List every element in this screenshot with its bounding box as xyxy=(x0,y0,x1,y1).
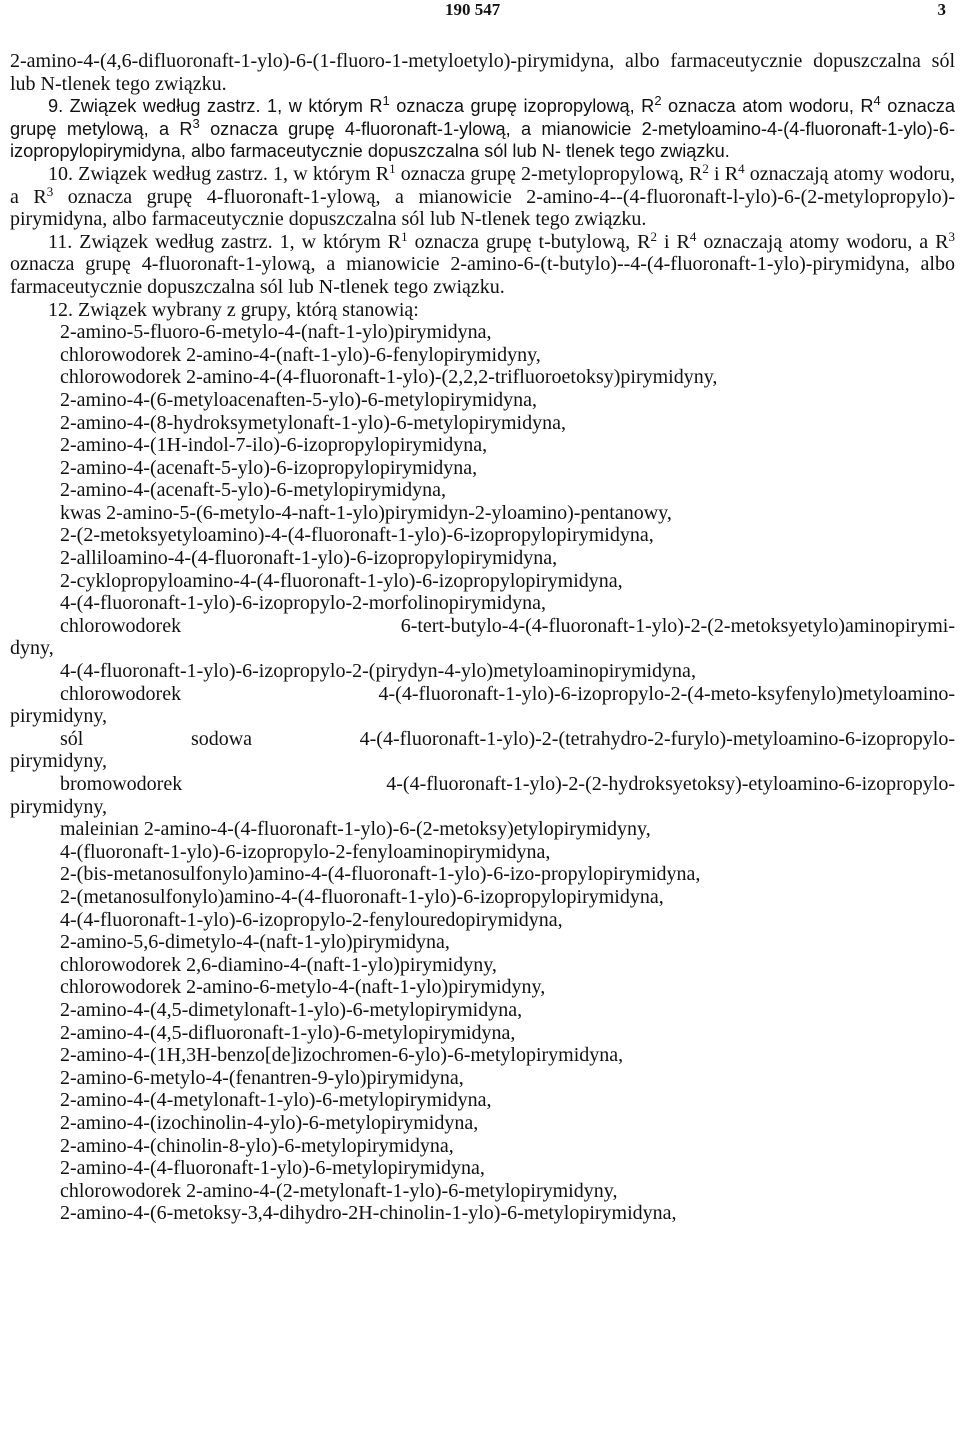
compound-line: dyny, xyxy=(10,637,54,660)
claim-10-text: 10. Związek według zastrz. 1, w którym R xyxy=(48,162,390,185)
document-body xyxy=(10,50,955,1225)
superscript: 4 xyxy=(738,160,745,176)
patent-number: 190 547 xyxy=(445,0,501,19)
claim-11 xyxy=(10,228,955,299)
superscript: 1 xyxy=(389,160,396,176)
superscript: 2 xyxy=(650,228,658,244)
compound-item: 2-amino-4-(izochinolin-4-ylo)-6-metylopirymidyna, xyxy=(60,1111,479,1134)
compound-item: 2-amino-6-metylo-4-(fenantren-9-ylo)pirymidyna, xyxy=(60,1066,464,1089)
claim-12-intro: 12. Związek wybrany z grupy, którą stanowią: xyxy=(48,298,419,321)
superscript: 1 xyxy=(382,93,390,109)
compound-line: chlorowodorek 6-tert-butylo-4-(4-fluoronaft-1-ylo)-2-(2-metoksyetylo)aminopirymi- xyxy=(60,614,955,637)
compound-item: chlorowodorek 2-amino-6-metylo-4-(naft-1-ylo)pirymidyny, xyxy=(60,976,546,999)
compound-item xyxy=(10,615,955,660)
compound-item: 2-amino-4-(1H,3H-benzo[de]izochromen-6-ylo)-6-metylopirymidyna, xyxy=(60,1044,624,1067)
compound-line: bromowodorek 4-(4-fluoronaft-1-ylo)-2-(2-hydroksyetoksy)-etyloamino-6-izopropylo- xyxy=(60,773,955,795)
paragraph-continuation: 2-amino-4-(4,6-difluoronaft-1-ylo)-6-(1-fluoro-1-metyloetylo)-pirymidyna, albo farmaceutycznie dopuszczalna sól lub N-tlenek tego związku. xyxy=(10,50,955,95)
claim-9 xyxy=(10,95,955,163)
compound-item: chlorowodorek 2-amino-4-(4-fluoronaft-1-ylo)-(2,2,2-trifluoroetoksy)pirymidyny, xyxy=(60,366,718,389)
claim-10-text: oznacza grupę 4-fluoronaft-1-ylową, a mianowicie 2-amino-4--(4-fluoronaft-l-ylo)-6-(2-metylopropylo)-pirymidyna, albo farmaceutycznie dopuszczalna sól lub N-tlenek tego związku. xyxy=(10,185,955,231)
superscript: 4 xyxy=(689,228,697,244)
compound-line: pirymidyny, xyxy=(10,705,108,728)
compound-item: 4-(4-fluoronaft-1-ylo)-6-izopropylo-2-fenylouredopirymidyna, xyxy=(60,908,563,931)
compound-item: 2-amino-4-(6-metoksy-3,4-dihydro-2H-chinolin-1-ylo)-6-metylopirymidyna, xyxy=(60,1202,677,1225)
compound-item: 2-amino-4-(4,5-difluoronaft-1-ylo)-6-metylopirymidyna, xyxy=(60,1021,516,1044)
compound-item: 4-(4-fluoronaft-1-ylo)-6-izopropylo-2-(pirydyn-4-ylo)metyloaminopirymidyna, xyxy=(60,660,696,683)
compound-item: 2-amino-4-(acenaft-5-ylo)-6-izopropylopirymidyna, xyxy=(60,456,478,479)
claim-9-text: oznacza atom wodoru, R xyxy=(661,96,874,117)
claim-9-text: oznacza grupę metylową, a R xyxy=(10,96,955,139)
compound-item: 2-alliloamino-4-(4-fluoronaft-1-ylo)-6-izopropylopirymidyna, xyxy=(60,547,558,570)
compound-item: maleinian 2-amino-4-(4-fluoronaft-1-ylo)-6-(2-metoksy)etylopirymidyny, xyxy=(60,818,651,841)
compound-item: 2-(bis-metanosulfonylo)amino-4-(4-fluoronaft-1-ylo)-6-izo-propylopirymidyna, xyxy=(60,863,701,886)
page-number: 3 xyxy=(937,0,946,19)
compound-item: chlorowodorek 2-amino-4-(2-metylonaft-1-ylo)-6-metylopirymidyny, xyxy=(60,1179,618,1202)
claim-11-text: i R xyxy=(657,230,690,253)
superscript: 4 xyxy=(873,93,881,109)
compound-item: chlorowodorek 2-amino-4-(naft-1-ylo)-6-fenylopirymidyny, xyxy=(60,343,541,366)
claim-11-text: oznaczają atomy wodoru, a R xyxy=(696,230,949,253)
compound-line: chlorowodorek 4-(4-fluoronaft-1-ylo)-6-izopropylo-2-(4-meto-ksyfenylo)metyloamino- xyxy=(60,682,955,705)
compound-item: 2-(2-metoksyetyloamino)-4-(4-fluoronaft-1-ylo)-6-izopropylopirymidyna, xyxy=(60,524,654,547)
compound-item xyxy=(10,683,955,728)
compound-item: 2-amino-5-fluoro-6-metylo-4-(naft-1-ylo)pirymidyna, xyxy=(60,321,492,344)
compound-line: pirymidyny, xyxy=(10,750,108,773)
claim-9-text: oznacza grupę izopropylową, R xyxy=(389,96,655,117)
claim-9-text: 9. Związek według zastrz. 1, w którym R xyxy=(48,96,383,117)
compound-item: 2-amino-4-(8-hydroksymetylonaft-1-ylo)-6-metylopirymidyna, xyxy=(60,411,566,434)
claim-9-text: oznacza grupę 4-fluoronaft-1-ylową, a mianowicie 2-metyloamino-4-(4-fluoronaft-1-ylo)-6-izopropylopirymidyna, albo farmaceutycznie dopuszczalna sól lub N- tlenek tego związku. xyxy=(10,118,955,162)
superscript: 2 xyxy=(654,93,662,109)
compound-item: 2-amino-4-(4,5-dimetylonaft-1-ylo)-6-metylopirymidyna, xyxy=(60,998,523,1021)
claim-11-text: oznacza grupę 4-fluoronaft-1-ylową, a mianowicie 2-amino-6-(t-butylo)--4-(4-fluoronaft-1-ylo)-pirymidyna, albo farmaceutycznie dopuszczalna sól lub N-tlenek tego związku. xyxy=(10,253,955,298)
claim-10-text: oznaczają atomy wodoru, a R xyxy=(10,162,955,208)
claim-11-text: 11. Związek według zastrz. 1, w którym R xyxy=(48,230,402,253)
superscript: 3 xyxy=(46,183,54,199)
compound-item: 2-amino-4-(1H-indol-7-ilo)-6-izopropylopirymidyna, xyxy=(60,434,488,457)
compound-item: 2-(metanosulfonylo)amino-4-(4-fluoronaft-1-ylo)-6-izopropylopirymidyna, xyxy=(60,885,664,908)
compound-item: chlorowodorek 2,6-diamino-4-(naft-1-ylo)pirymidyny, xyxy=(60,953,497,976)
claim-10 xyxy=(10,160,955,231)
compound-item: 2-amino-4-(6-metyloacenaften-5-ylo)-6-metylopirymidyna, xyxy=(60,388,538,411)
compound-item: 2-amino-4-(4-fluoronaft-1-ylo)-6-metylopirymidyna, xyxy=(60,1157,485,1180)
compound-item: 2-amino-5,6-dimetylo-4-(naft-1-ylo)pirymidyna, xyxy=(60,931,450,954)
compound-item: kwas 2-amino-5-(6-metylo-4-naft-1-ylo)pirymidyn-2-yloamino)-pentanowy, xyxy=(60,501,672,524)
compound-item xyxy=(10,728,955,773)
claim-11-text: oznacza grupę t-butylową, R xyxy=(407,230,651,253)
superscript: 3 xyxy=(948,228,955,244)
claim-10-text: i R xyxy=(708,162,739,185)
compound-list xyxy=(10,321,955,1225)
compound-item: 2-amino-4-(4-metylonaft-1-ylo)-6-metylopirymidyna, xyxy=(60,1089,492,1112)
compound-line: sól sodowa 4-(4-fluoronaft-1-ylo)-2-(tetrahydro-2-furylo)-metyloamino-6-izopropylo- xyxy=(60,727,955,750)
superscript: 2 xyxy=(702,160,709,176)
claim-10-text: oznacza grupę 2-metylopropylową, R xyxy=(395,162,703,185)
superscript: 3 xyxy=(192,115,200,131)
compound-item: 4-(4-fluoronaft-1-ylo)-6-izopropylo-2-morfolinopirymidyna, xyxy=(60,592,546,615)
compound-item: 2-amino-4-(chinolin-8-ylo)-6-metylopirymidyna, xyxy=(60,1134,454,1157)
compound-item: 2-cyklopropyloamino-4-(4-fluoronaft-1-ylo)-6-izopropylopirymidyna, xyxy=(60,569,623,592)
compound-item: 2-amino-4-(acenaft-5-ylo)-6-metylopirymidyna, xyxy=(60,479,446,502)
superscript: 1 xyxy=(401,228,408,244)
compound-line: pirymidyny, xyxy=(10,795,108,818)
compound-item: 4-(fluoronaft-1-ylo)-6-izopropylo-2-fenyloaminopirymidyna, xyxy=(60,840,551,863)
compound-item xyxy=(10,773,955,818)
